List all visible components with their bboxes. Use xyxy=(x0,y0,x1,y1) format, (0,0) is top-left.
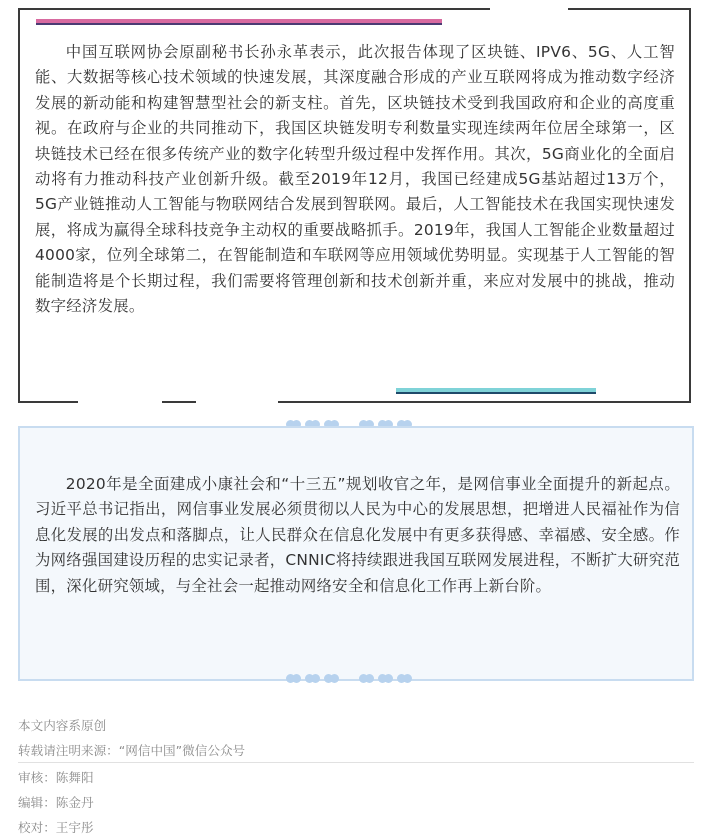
border-gap xyxy=(490,7,568,12)
border-gap xyxy=(78,399,162,404)
accent-bar-top xyxy=(36,19,442,25)
footer-repost-note: 转载请注明来源：“网信中国”微信公众号 xyxy=(18,743,246,758)
border-gap xyxy=(196,399,278,404)
article-paragraph-2: 2020年是全面建成小康社会和“十三五”规划收官之年，是网信事业全面提升的新起点。习近平总书记指出，网信事业发展必须贯彻以人民为中心的发展思想，把增进人民福祉作为信息化发展的出发点和落脚点，让人民群众在信息化发展中有更多获得感、幸福感、安全感。作为网络强国建设历程的忠实记录者，CNNIC将持续跟进我国互联网发展进程，不断扩大研究范围，深化研究领域，与全社会一起推动网络安全和信息化工作再上新台阶。 xyxy=(35,475,680,595)
footer-proofreader: 校对：王宇彤 xyxy=(18,820,94,835)
footer-reviewer: 审核：陈舞阳 xyxy=(18,770,94,785)
footer-editor: 编辑：陈金丹 xyxy=(18,795,94,810)
footer-original-note: 本文内容系原创 xyxy=(18,718,107,733)
article-paragraph-1: 中国互联网协会原副秘书长孙永革表示，此次报告体现了区块链、IPV6、5G、人工智能、大数据等核心技术领域的快速发展，其深度融合形成的产业互联网将成为推动数字经济发展的新动能和构建智慧型社会的新支柱。首先，区块链技术受到我国政府和企业的高度重视。在政府与企业的共同推动下，我国区块链发明专利数量实现连续两年位居全球第一，区块链技术已经在很多传统产业的数字化转型升级过程中发挥作用。其次，5G商业化的全面启动将有力推动科技产业创新升级。截至2019年12月，我国已经建成5G基站超过13万个，5G产业链推动人工智能与物联网结合发展到智联网。最后，人工智能技术在我国实现快速发展，将成为赢得全球科技竞争主动权的重要战略抓手。2019年，我国人工智能企业数量超过4000家，位列全球第二，在智能制造和车联网等应用领域优势明显。实现基于人工智能的智能制造将是个长期过程，我们需要将管理创新和技术创新并重，来应对发展中的挑战，推动数字经济发展。 xyxy=(35,43,675,316)
divider-ornament-bottom xyxy=(286,674,412,686)
accent-bar-bottom xyxy=(396,388,596,394)
footer-divider xyxy=(18,762,694,763)
article-box-primary xyxy=(18,8,691,403)
article-box-secondary xyxy=(18,426,694,681)
